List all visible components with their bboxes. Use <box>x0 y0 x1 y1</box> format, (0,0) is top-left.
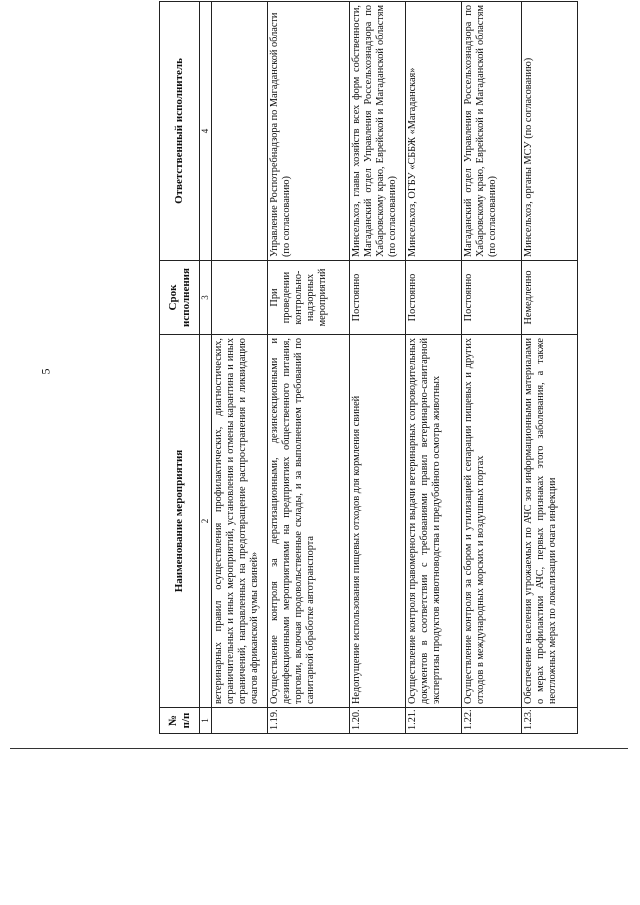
measure-name: Недопущение использования пищевых отходов для кормления свиней <box>349 335 405 708</box>
deadline: Постоянно <box>461 261 521 335</box>
executor: Минсельхоз, органы МСУ (по согласованию) <box>521 2 577 261</box>
executor: Магаданский отдел Управления Россельхознадзора по Хабаровскому краю, Еврейской и Магаданской областям (по согласованию) <box>461 2 521 261</box>
measure-name: Осуществление контроля за сбором и утилизацией сепарации пищевых и других отходов в международных морских и воздушных портах <box>461 335 521 708</box>
row-number <box>211 708 267 734</box>
executor: Минсельхоз, главы хозяйств всех форм собственности, Магаданский отдел Управления Россельхознадзора по Хабаровскому краю, Еврейской и Магаданской областям (по согласованию) <box>349 2 405 261</box>
row-number: 1.21. <box>405 708 461 734</box>
measure-name: Осуществление контроля за дератизационными, дезинсекционными и дезинфекционными мероприятиями на предприятиях общественного питания, торговли, включая продовольственные склады, и за выполнением требований по санитарной обработке автотранспорта <box>267 335 349 708</box>
column-number-row <box>200 2 212 734</box>
deadline: Постоянно <box>405 261 461 335</box>
table-row <box>521 2 577 734</box>
measure-name: ветеринарных правил осуществления профилактических, диагностических, ограничительных и иных мероприятий, установления и отмены карантина и иных ограничений, направленных на предотвращение распространения и ликвидацию очагов африканской чумы свиней» <box>211 335 267 708</box>
measure-name: Обеспечение населения угрожаемых по АЧС зон информационными материалами о мерах профилактики АЧС, первых признаках этого заболевания, а также неотложных мерах по локализации очага инфекции <box>521 335 577 708</box>
table-row <box>211 2 267 734</box>
horizontal-rule <box>10 748 628 749</box>
deadline <box>211 261 267 335</box>
deadline: При проведении контрольно-надзорных мероприятий <box>267 261 349 335</box>
measures-table <box>159 1 578 734</box>
header-executor: Ответственный исполнитель <box>160 2 200 261</box>
executor: Управление Роспотребнадзора по Магаданской области (по согласованию) <box>267 2 349 261</box>
row-number: 1.22. <box>461 708 521 734</box>
deadline: Немедленно <box>521 261 577 335</box>
row-number: 1.20. <box>349 708 405 734</box>
table-row <box>349 2 405 734</box>
row-number: 1.19. <box>267 708 349 734</box>
table-header-row <box>160 2 200 734</box>
executor: Минсельхоз, ОГБУ «СББЖ «Магаданская» <box>405 2 461 261</box>
header-deadline: Срок исполнения <box>160 261 200 335</box>
table-row <box>267 2 349 734</box>
row-number: 1.23. <box>521 708 577 734</box>
column-number: 2 <box>200 335 212 708</box>
executor <box>211 2 267 261</box>
rotated-table-container <box>159 2 558 734</box>
header-name: Наименование мероприятия <box>160 335 200 708</box>
table-row <box>405 2 461 734</box>
column-number: 1 <box>200 708 212 734</box>
deadline: Постоянно <box>349 261 405 335</box>
header-number: № п/п <box>160 708 200 734</box>
page-number: 5 <box>38 368 53 375</box>
table-row <box>461 2 521 734</box>
column-number: 3 <box>200 261 212 335</box>
measure-name: Осуществление контроля правомерности выдачи ветеринарных сопроводительных документов в соответствии с требованиями правил ветеринарно-санитарной экспертизы продуктов животноводства и предубойного осмотра животных <box>405 335 461 708</box>
column-number: 4 <box>200 2 212 261</box>
